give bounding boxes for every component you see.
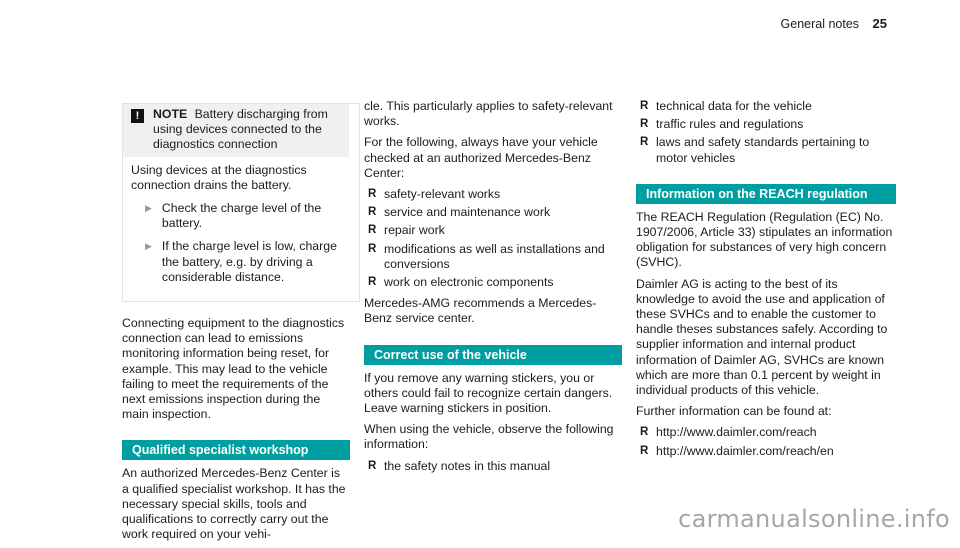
note-step: ▶ If the charge level is low, charge the battery, e.g. by driving a considerable distance.	[145, 239, 337, 284]
list-item: R the safety notes in this manual	[368, 458, 551, 473]
list-item: R traffic rules and regulations	[640, 117, 804, 132]
bullet-list	[364, 187, 622, 290]
note-title: Battery discharging from using devices connected to the diagnostics connection	[153, 107, 328, 152]
bullet-icon: R	[368, 276, 377, 289]
note-header	[123, 104, 349, 157]
paragraph: The REACH Regulation (Regulation (EC) No. 1907/2006, Article 33) stipulates an information obligation for substances of very high concern (SVHC).	[636, 209, 893, 270]
paragraph: For the following, always have your vehicle checked at an authorized Mercedes-Benz Center:	[364, 135, 598, 180]
bullet-icon: R	[368, 206, 377, 219]
bullet-icon: R	[368, 459, 377, 472]
list-item: R work on electronic components	[368, 275, 554, 290]
section-heading: Correct use of the vehicle	[364, 345, 622, 365]
column-1	[122, 103, 350, 548]
bullet-list	[636, 99, 896, 166]
list-item: R repair work	[368, 223, 445, 238]
link-list	[636, 425, 896, 458]
bullet-icon: R	[640, 118, 649, 131]
arrow-right-icon: ▶	[145, 203, 152, 214]
reach-link[interactable]: http://www.daimler.com/reach	[656, 425, 817, 440]
paragraph: Further information can be found at:	[636, 404, 832, 419]
bullet-icon: R	[640, 136, 649, 149]
note-label: NOTE	[153, 107, 188, 121]
list-item	[636, 425, 896, 440]
bullet-icon: R	[640, 426, 649, 439]
list-item: R safety-relevant works	[368, 187, 501, 202]
section-heading: Qualified specialist workshop	[122, 440, 350, 460]
list-item: R technical data for the vehicle	[640, 99, 812, 113]
note-step: ▶ Check the charge level of the battery.	[145, 201, 322, 231]
bullet-list	[364, 459, 622, 474]
reach-link-en[interactable]: http://www.daimler.com/reach/en	[656, 443, 834, 458]
paragraph: Daimler AG is acting to the best of its knowledge to avoid the use and application of these SVHCs and to enable the customer to handle theses substances safely. According to supplier information and internal product information of Daimler AG, SVHCs are known which are more than 0.1 percent by weight in individual products of this vehicle.	[636, 276, 888, 398]
column-3	[636, 99, 896, 465]
watermark: carmanualsonline.info	[678, 504, 950, 533]
paragraph: Mercedes-AMG recommends a Mercedes-Benz service center.	[364, 296, 597, 326]
list-item: R laws and safety standards pertaining to motor vehicles	[640, 135, 870, 165]
bullet-icon: R	[368, 188, 377, 201]
bullet-icon: R	[368, 242, 377, 255]
paragraph: Connecting equipment to the diagnostics connection can lead to emissions monitoring information being reset, for example. This may lead to the vehicle failing to meet the requirements of the next emissions inspection during the main inspection.	[122, 316, 345, 422]
list-item: R service and maintenance work	[368, 205, 551, 220]
bullet-icon: R	[640, 100, 649, 112]
note-body: Using devices at the diagnostics connection drains the battery.	[131, 162, 307, 192]
column-2	[364, 99, 622, 480]
header-section: General notes	[780, 17, 860, 31]
note-box	[122, 103, 360, 302]
bullet-icon: R	[640, 444, 649, 457]
paragraph: An authorized Mercedes-Benz Center is a qualified specialist workshop. It has the necessary special skills, tools and qualifications to correctly carry out the work required on your vehi-	[122, 466, 346, 542]
section-heading: Information on the REACH regulation	[636, 184, 896, 204]
paragraph: cle. This particularly applies to safety-relevant works.	[364, 99, 613, 129]
list-item	[636, 444, 896, 459]
arrow-right-icon: ▶	[145, 241, 152, 252]
page-header	[781, 16, 887, 32]
bullet-icon: R	[368, 224, 377, 237]
warning-icon: !	[131, 109, 144, 123]
paragraph: When using the vehicle, observe the following information:	[364, 422, 614, 452]
list-item: R modifications as well as installations and conversions	[368, 241, 605, 271]
page-number: 25	[872, 16, 887, 31]
paragraph: If you remove any warning stickers, you or others could fail to recognize certain dangers. Leave warning stickers in position.	[364, 370, 613, 416]
